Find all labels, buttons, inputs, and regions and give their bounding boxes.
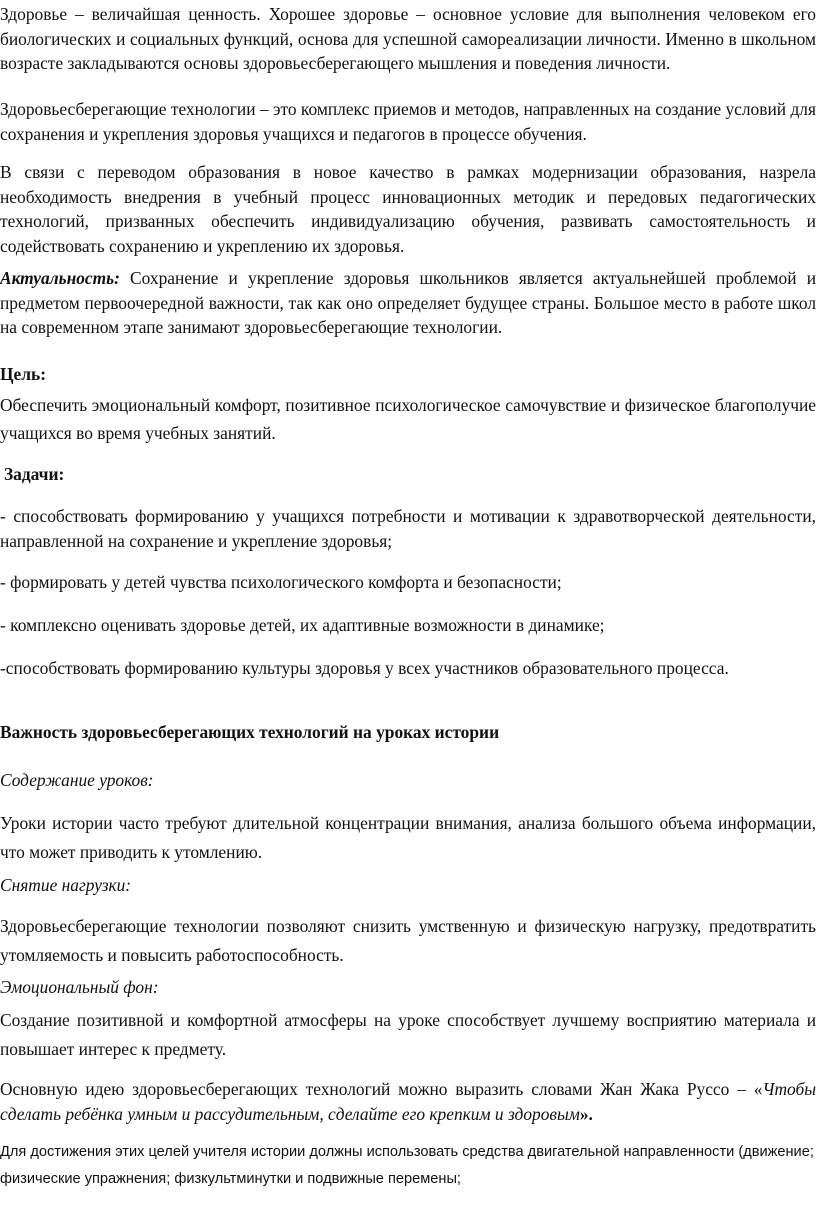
quote-text: Чтобы сделать ребёнка умным и рассудительным, сделайте его крепким и здоровым — [0, 1079, 816, 1124]
intro-paragraph-modernization: В связи с переводом образования в новое качество в рамках модернизации образования, назрела необходимость внедрения в учебный процесс инновационных методик и передовых педагогических технологий, призванных обеспечить индивидуализацию обучения, развивать самостоятельность и содействовать сохранению и укреплению их здоровья. — [0, 162, 816, 256]
tasks-heading: Задачи: — [4, 464, 65, 484]
section-title: Содержание уроков: — [0, 770, 154, 790]
intro-paragraph-health: Здоровье – величайшая ценность. Хорошее здоровье – основное условие для выполнения человеком его биологических и социальных функций, основа для успешной самореализации личности. Именно в школьном возрасте закладываются основы здоровьесберегающего мышления и поведения личности. — [0, 4, 816, 73]
relevance-label: Актуальность: — [0, 268, 120, 288]
task-item: -способствовать формированию культуры здоровья у всех участников образовательного процесса. — [0, 658, 729, 678]
relevance-text: Сохранение и укрепление здоровья школьников является актуальнейшей проблемой и предметом первоочередной важности, так как оно определяет будущее страны. Большое место в работе школ на современном этапе занимают здоровьесберегающие технологии. — [0, 268, 816, 337]
quote-close: ». — [579, 1103, 593, 1124]
section-title: Эмоциональный фон: — [0, 977, 159, 997]
task-item: - комплексно оценивать здоровье детей, их адаптивные возможности в динамике; — [0, 615, 605, 635]
section-title: Снятие нагрузки: — [0, 875, 132, 895]
goal-text: Обеспечить эмоциональный комфорт, позитивное психологическое самочувствие и физическое благополучие учащихся во время учебных занятий. — [0, 395, 816, 443]
quote-intro: Основную идею здоровьесберегающих технологий можно выразить словами Жан Жака Руссо – « — [0, 1079, 763, 1099]
relevance-paragraph — [0, 266, 816, 340]
goal-heading: Цель: — [0, 364, 46, 384]
section-text: Создание позитивной и комфортной атмосферы на уроке способствует лучшему восприятию материала и повышает интерес к предмету. — [0, 1010, 816, 1059]
section-text: Уроки истории часто требуют длительной концентрации внимания, анализа большого объема информации, что может приводить к утомлению. — [0, 813, 816, 862]
task-item: - формировать у детей чувства психологического комфорта и безопасности; — [0, 572, 562, 592]
intro-paragraph-technologies: Здоровьесберегающие технологии – это комплекс приемов и методов, направленных на создание условий для сохранения и укрепления здоровья учащихся и педагогов в процессе обучения. — [0, 99, 816, 144]
final-paragraph: Для достижения этих целей учителя истории должны использовать средства двигательной направленности (движение; физические упражнения; физкультминутки и подвижные перемены; — [0, 1144, 814, 1187]
section-text: Здоровьесберегающие технологии позволяют снизить умственную и физическую нагрузку, предотвратить утомляемость и повысить работоспособность. — [0, 916, 816, 965]
importance-heading: Важность здоровьесберегающих технологий на уроках истории — [0, 722, 500, 742]
rousseau-quote-paragraph — [0, 1077, 816, 1126]
task-item: - способствовать формированию у учащихся потребности и мотивации к здравотворческой деятельности, направленной на сохранение и укрепление здоровья; — [0, 506, 816, 551]
